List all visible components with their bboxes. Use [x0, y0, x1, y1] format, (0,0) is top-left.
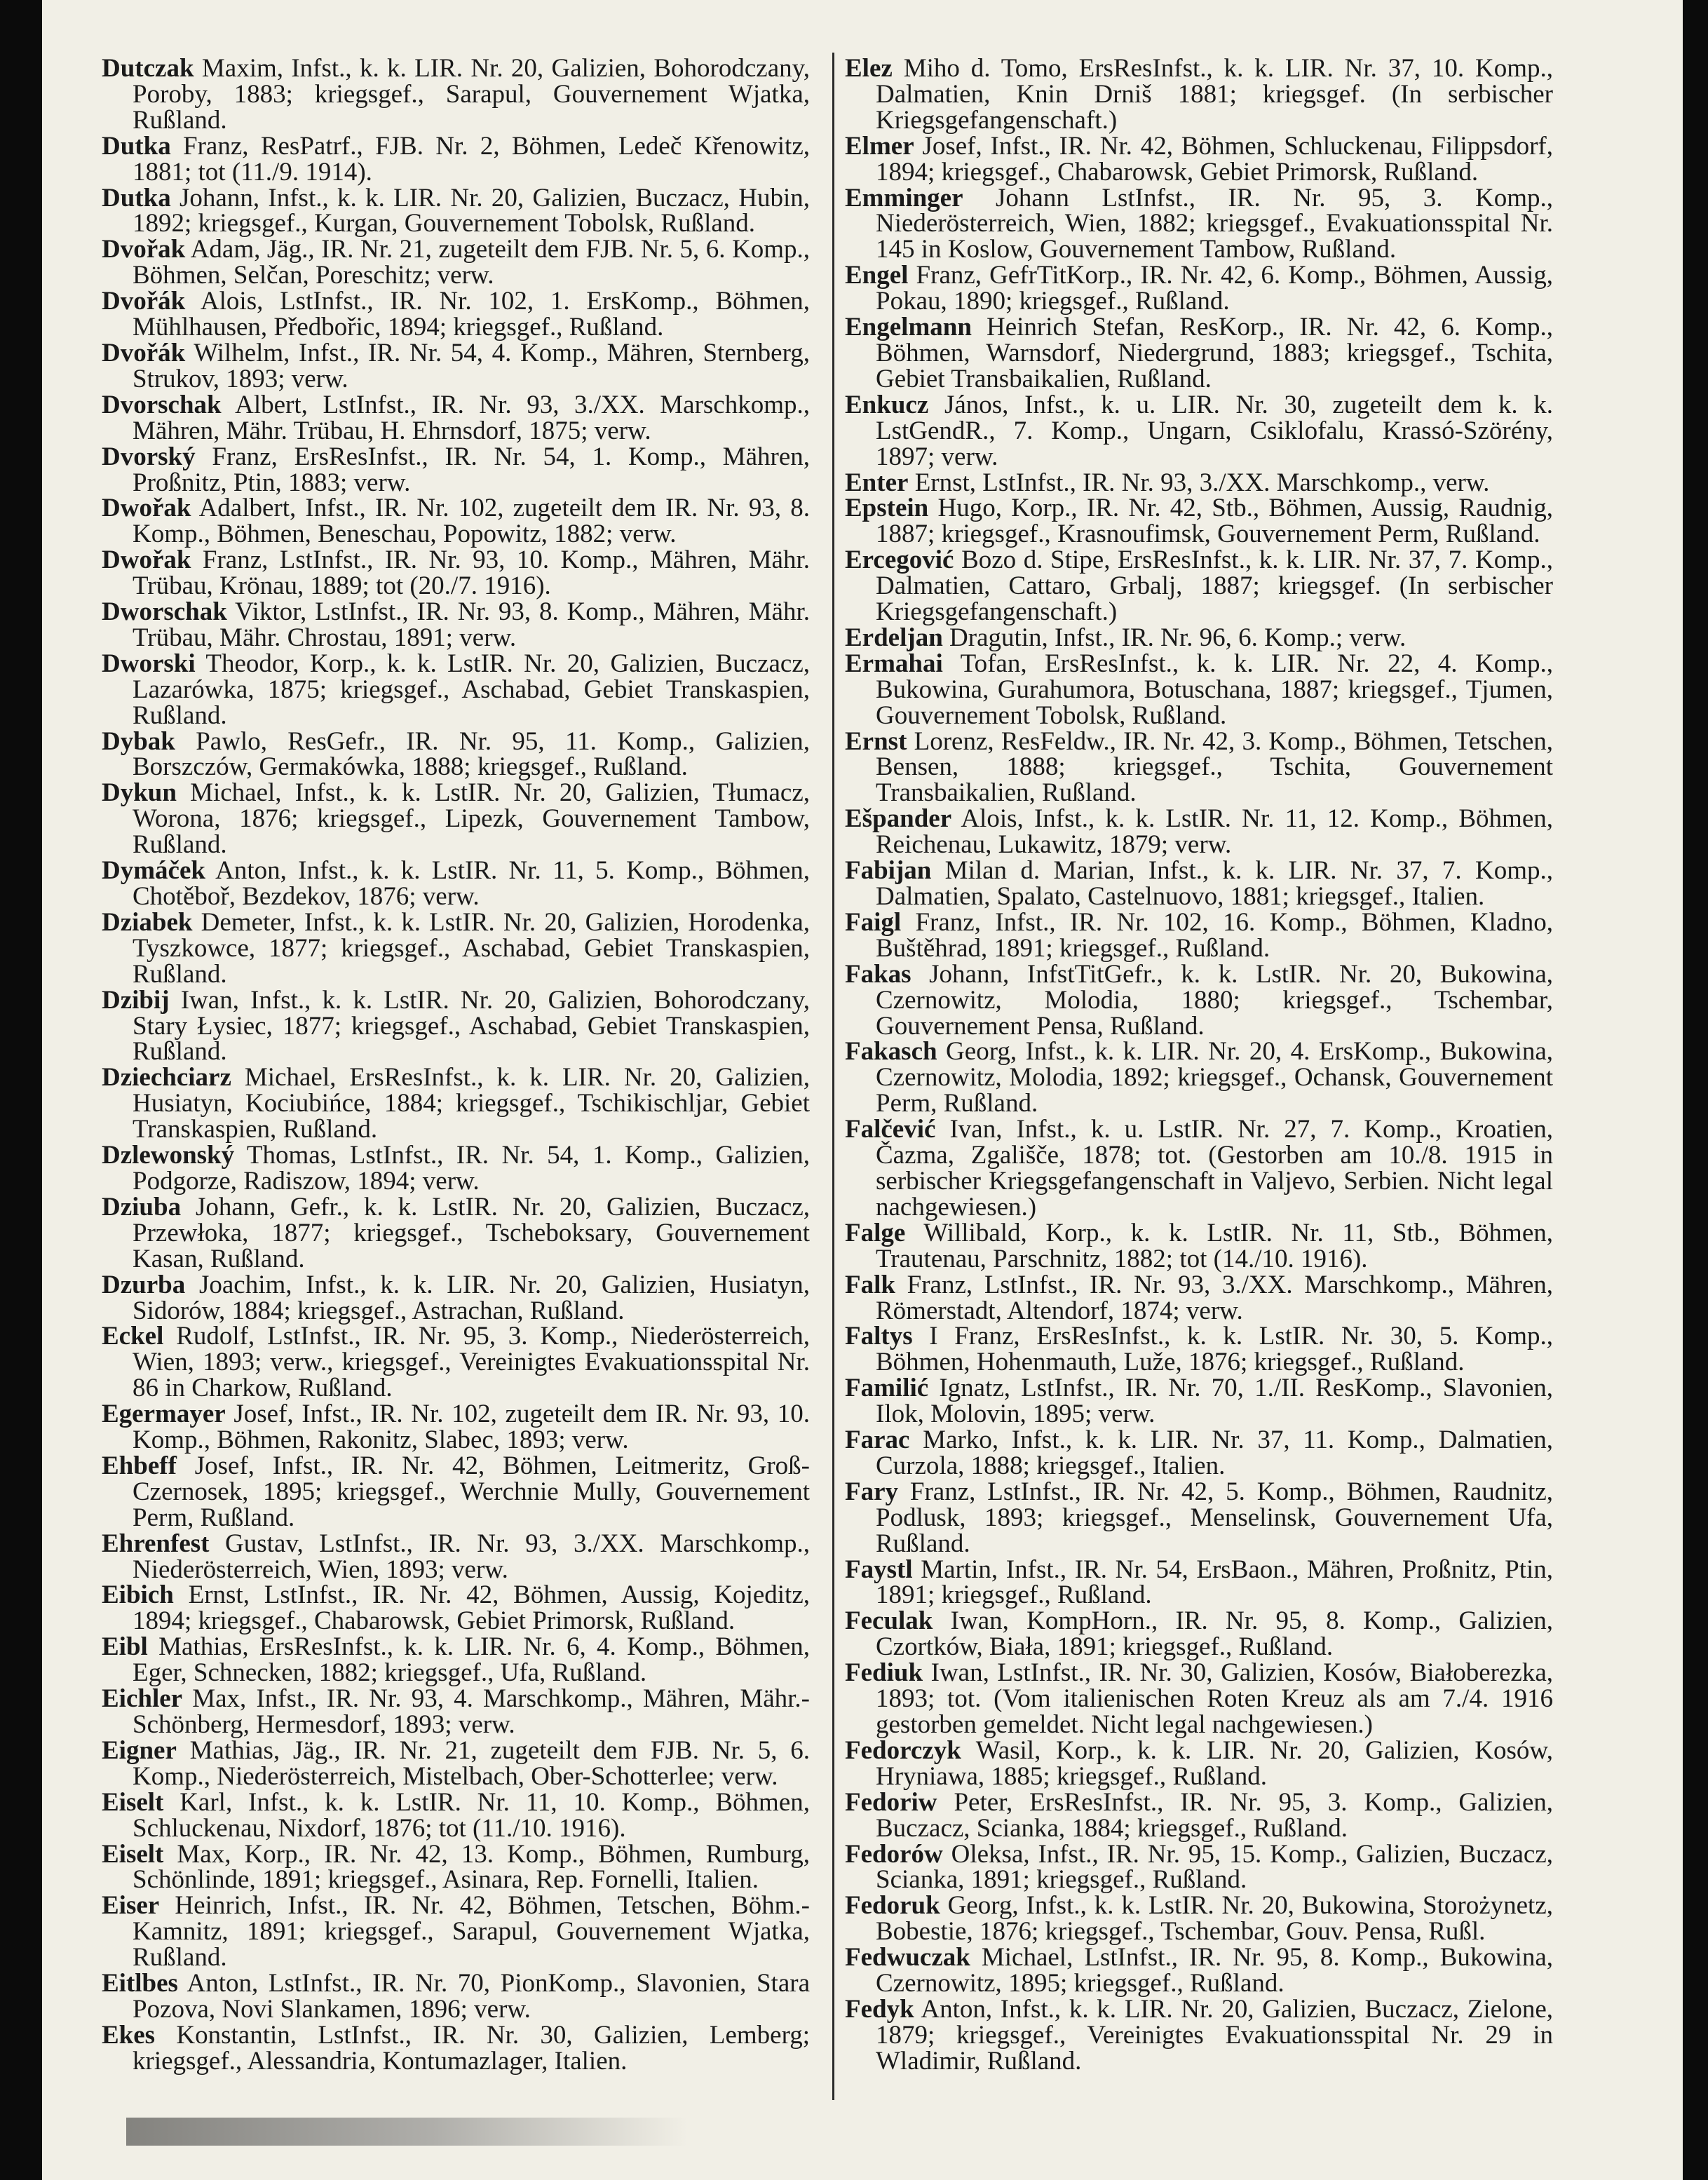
entry-details: Milan d. Marian, Infst., k. k. LIR. Nr. 37, 7. Komp., Dalmatien, Spalato, Castelnuovo, 1881; kriegsgef., Italien.	[876, 856, 1553, 911]
entry-details: Viktor, LstInfst., IR. Nr. 93, 8. Komp., Mähren, Mähr. Trübau, Mähr. Chrostau, 1891; verw.	[133, 597, 810, 652]
casualty-entry	[102, 985, 810, 1067]
casualty-entry	[102, 1839, 810, 1895]
casualty-entry	[845, 1218, 1553, 1273]
entry-surname: Elmer	[845, 131, 914, 161]
casualty-entry	[845, 1376, 1553, 1428]
entry-details: Marko, Infst., k. k. LIR. Nr. 37, 11. Komp., Dalmatien, Curzola, 1888; kriegsgef., Italien.	[876, 1426, 1553, 1480]
entry-surname: Engel	[845, 261, 909, 290]
casualty-entry	[102, 907, 810, 989]
entry-details: Iwan, KompHorn., IR. Nr. 95, 8. Komp., Galizien, Czortków, Biała, 1891; kriegsgef., Rußland.	[876, 1606, 1553, 1662]
casualty-entry	[102, 2020, 810, 2076]
entry-surname: Dvořak	[102, 235, 186, 264]
entry-surname: Emminger	[845, 183, 963, 212]
entry-details: Josef, Infst., IR. Nr. 102, zugeteilt dem IR. Nr. 93, 10. Komp., Böhmen, Rakonitz, Slabec, 1893; verw.	[133, 1400, 810, 1455]
casualty-entry	[102, 289, 810, 341]
entry-surname: Dworschak	[102, 597, 227, 627]
entry-surname: Ehrenfest	[102, 1529, 210, 1558]
entry-details: Dragutin, Infst., IR. Nr. 96, 6. Komp.; verw.	[942, 623, 1407, 652]
entry-surname: Fedorów	[845, 1839, 943, 1869]
casualty-entry	[845, 625, 1553, 651]
entry-surname: Dymáček	[102, 856, 205, 886]
entry-details: Adam, Jäg., IR. Nr. 21, zugeteilt dem FJB. Nr. 5, 6. Komp., Böhmen, Selčan, Poreschitz; verw.	[133, 235, 810, 290]
entry-details: Michael, Infst., k. k. LstIR. Nr. 20, Galizien, Tłumacz, Worona, 1876; kriegsgef., Lipezk, Gouvernement Tambow, Rußland.	[133, 778, 810, 860]
entry-surname: Dzurba	[102, 1270, 186, 1299]
casualty-entry	[845, 1477, 1553, 1558]
entry-surname: Dzlewonský	[102, 1141, 235, 1170]
casualty-entry	[102, 237, 810, 289]
casualty-entry	[102, 183, 810, 238]
casualty-entry	[845, 858, 1553, 910]
casualty-entry	[102, 390, 810, 445]
entry-surname: Dwořak	[102, 546, 191, 575]
entry-surname: Eigner	[102, 1735, 177, 1765]
casualty-entry	[102, 496, 810, 548]
entry-details: Franz, LstInfst., IR. Nr. 42, 5. Komp., Böhmen, Raudnitz, Podlusk, 1893; kriegsgef., Menselinsk, Gouvernement Ufa, Rußland.	[876, 1477, 1553, 1558]
entry-surname: Falge	[845, 1218, 906, 1247]
right-column	[845, 56, 1553, 2075]
entry-surname: Falčević	[845, 1115, 936, 1144]
entry-surname: Egermayer	[102, 1400, 226, 1429]
casualty-entry	[102, 1686, 810, 1738]
casualty-entry	[102, 1143, 810, 1195]
entry-surname: Eibl	[102, 1632, 148, 1662]
entry-details: Miho d. Tomo, ErsResInfst., k. k. LIR. Nr. 37, 10. Komp., Dalmatien, Knin Drniš 1881; kriegsgef. (In serbischer Kriegsgefangenschaft.)	[876, 54, 1553, 135]
entry-details: Karl, Infst., k. k. LstIR. Nr. 11, 10. Komp., Böhmen, Schluckenau, Nixdorf, 1876; tot (11./10. 1916).	[133, 1787, 810, 1843]
entry-surname: Faigl	[845, 907, 902, 937]
entry-details: János, Infst., k. u. LIR. Nr. 30, zugeteilt dem k. k. LstGendR., 7. Komp., Ungarn, Csiklofalu, Krassó-Szörény, 1897; verw.	[876, 390, 1553, 471]
entry-surname: Dutka	[102, 183, 171, 212]
casualty-entry	[845, 1839, 1553, 1895]
entry-details: Ignatz, LstInfst., IR. Nr. 70, 1./II. ResKomp., Slavonien, Ilok, Molovin, 1895; verw.	[876, 1374, 1553, 1429]
casualty-entry	[102, 1735, 810, 1791]
entry-details: Pawlo, ResGefr., IR. Nr. 95, 11. Komp., Galizien, Borszczów, Germakówka, 1888; kriegsgef., Rußland.	[133, 726, 810, 782]
entry-details: Max, Korp., IR. Nr. 42, 13. Komp., Böhmen, Rumburg, Schönlinde, 1891; kriegsgef., Asinara, Rep. Fornelli, Italien.	[133, 1839, 810, 1895]
entry-surname: Eichler	[102, 1684, 183, 1714]
entry-details: Konstantin, LstInfst., IR. Nr. 30, Galizien, Lemberg; kriegsgef., Alessandria, Kontumazlager, Italien.	[133, 2020, 810, 2076]
casualty-entry	[102, 338, 810, 393]
entry-surname: Eckel	[102, 1322, 164, 1351]
entry-surname: Ercegović	[845, 546, 954, 575]
entry-details: Max, Infst., IR. Nr. 93, 4. Marschkomp., Mähren, Mähr.-Schönberg, Hermesdorf, 1893; verw.	[133, 1684, 810, 1739]
entry-details: Maxim, Infst., k. k. LIR. Nr. 20, Galizien, Bohorodczany, Poroby, 1883; kriegsgef., Sarapul, Gouvernement Wjatka, Rußland.	[133, 54, 810, 135]
entry-details: Willibald, Korp., k. k. LstIR. Nr. 11, Stb., Böhmen, Trautenau, Parschnitz, 1882; tot (14./10. 1916).	[876, 1218, 1553, 1273]
entry-details: Josef, Infst., IR. Nr. 42, Böhmen, Leitmeritz, Groß-Czernosek, 1895; kriegsgef., Werchnie Mully, Gouvernement Perm, Rußland.	[133, 1451, 810, 1532]
entry-details: Bozo d. Stipe, ErsResInfst., k. k. LIR. Nr. 37, 7. Komp., Dalmatien, Cattaro, Grbalj, 1887; kriegsgef. (In serbischer Kriegsgefangenschaft.)	[876, 546, 1553, 627]
casualty-entry	[845, 1324, 1553, 1376]
entry-surname: Dzibij	[102, 985, 170, 1015]
entry-details: Michael, LstInfst., IR. Nr. 95, 8. Komp., Bukowina, Czernowitz, 1895; kriegsgef., Rußland.	[876, 1943, 1553, 1998]
casualty-entry	[845, 548, 1553, 625]
entry-details: Franz, ResPatrf., FJB. Nr. 2, Böhmen, Ledeč Křenowitz, 1881; tot (11./9. 1914).	[133, 131, 810, 187]
entry-details: I Franz, ErsResInfst., k. k. LstIR. Nr. 30, 5. Komp., Böhmen, Hohenmauth, Luže, 1876; kriegsgef., Rußland.	[876, 1322, 1553, 1377]
entry-surname: Enter	[845, 468, 909, 497]
casualty-entry	[102, 858, 810, 910]
entry-details: Heinrich Stefan, ResKorp., IR. Nr. 42, 6. Komp., Böhmen, Warnsdorf, Niedergrund, 1883; kriegsgef., Tschita, Gebiet Transbaikalien, Rußland.	[876, 313, 1553, 393]
casualty-entry	[845, 263, 1553, 315]
casualty-entry	[102, 1971, 810, 2023]
casualty-entry	[102, 1531, 810, 1583]
casualty-entry	[845, 56, 1553, 134]
entry-surname: Dziechciarz	[102, 1063, 231, 1092]
casualty-entry	[102, 1893, 810, 1971]
entry-details: Tofan, ErsResInfst., k. k. LIR. Nr. 22, 4. Komp., Bukowina, Gurahumora, Botuschana, 1887; kriegsgef., Tjumen, Gouvernement Tobolsk, Rußland.	[876, 649, 1553, 730]
entry-details: Anton, LstInfst., IR. Nr. 70, PionKomp., Slavonien, Stara Pozova, Novi Slankamen, 1896; verw.	[133, 1969, 810, 2024]
casualty-entry	[845, 1039, 1553, 1117]
entry-details: Gustav, LstInfst., IR. Nr. 93, 3./XX. Marschkomp., Niederösterreich, Wien, 1893; verw.	[133, 1529, 810, 1584]
entry-details: Franz, GefrTitKorp., IR. Nr. 42, 6. Komp., Böhmen, Aussig, Pokau, 1890; kriegsgef., Rußland.	[876, 261, 1553, 316]
entry-details: Josef, Infst., IR. Nr. 42, Böhmen, Schluckenau, Filippsdorf, 1894; kriegsgef., Chabarowsk, Gebiet Primorsk, Rußland.	[876, 131, 1553, 187]
entry-details: Franz, ErsResInfst., IR. Nr. 54, 1. Komp., Mähren, Proßnitz, Ptin, 1883; verw.	[133, 442, 810, 497]
casualty-entry	[845, 1787, 1553, 1843]
entry-surname: Enkucz	[845, 390, 929, 419]
entry-surname: Fary	[845, 1477, 899, 1506]
casualty-entry	[102, 726, 810, 782]
casualty-entry	[102, 1787, 810, 1843]
entry-details: Thomas, LstInfst., IR. Nr. 54, 1. Komp., Galizien, Podgorze, Radiszow, 1894; verw.	[133, 1141, 810, 1196]
entry-details: Ernst, LstInfst., IR. Nr. 93, 3./XX. Marschkomp., verw.	[908, 468, 1490, 497]
entry-details: Franz, Infst., IR. Nr. 102, 16. Komp., Böhmen, Kladno, Buštěhrad, 1891; kriegsgef., Rußland.	[876, 907, 1553, 963]
entry-surname: Engelmann	[845, 313, 972, 342]
entry-details: Martin, Infst., IR. Nr. 54, ErsBaon., Mähren, Proßnitz, Ptin, 1891; kriegsgef., Rußland.	[876, 1555, 1553, 1610]
entry-surname: Eiselt	[102, 1787, 164, 1817]
casualty-entry	[102, 56, 810, 134]
entry-surname: Ermahai	[845, 649, 943, 678]
casualty-entry	[845, 1557, 1553, 1609]
entry-surname: Dutka	[102, 131, 171, 161]
casualty-entry	[845, 959, 1553, 1041]
casualty-entry	[845, 390, 1553, 471]
entry-details: Peter, ErsResInfst., IR. Nr. 95, 3. Komp., Galizien, Buczacz, Scianka, 1884; kriegsgef., Rußland.	[876, 1787, 1553, 1843]
entry-details: Johann, Infst., k. k. LIR. Nr. 20, Galizien, Buczacz, Hubin, 1892; kriegsgef., Kurgan, Gouvernement Tobolsk, Rußland.	[133, 183, 810, 238]
entry-surname: Faystl	[845, 1555, 913, 1584]
casualty-entry	[845, 907, 1553, 963]
entry-details: Alois, Infst., k. k. LstIR. Nr. 11, 12. Komp., Böhmen, Reichenau, Lukawitz, 1879; verw.	[876, 804, 1553, 860]
entry-surname: Dybak	[102, 726, 175, 756]
entry-details: Georg, Infst., k. k. LIR. Nr. 20, 4. ErsKomp., Bukowina, Czernowitz, Molodia, 1892; kriegsgef., Ochansk, Gouvernement Perm, Rußland.	[876, 1037, 1553, 1118]
entry-surname: Familić	[845, 1374, 929, 1403]
casualty-entry	[102, 1402, 810, 1454]
entry-details: Rudolf, LstInfst., IR. Nr. 95, 3. Komp., Niederösterreich, Wien, 1893; verw., kriegsgef., Vereinigtes Evakuationsspital Nr. 86 in Charkow, Rußland.	[133, 1322, 810, 1403]
entry-surname: Dvorschak	[102, 390, 222, 419]
casualty-entry	[102, 597, 810, 652]
entry-surname: Elez	[845, 54, 893, 83]
casualty-entry	[845, 1270, 1553, 1325]
entry-details: Michael, ErsResInfst., k. k. LIR. Nr. 20, Galizien, Husiatyn, Kociubińce, 1884; kriegsgef., Tschikischljar, Gebiet Transkaspien, Rußland.	[133, 1063, 810, 1144]
entry-details: Georg, Infst., k. k. LstIR. Nr. 20, Bukowina, Storożynetz, Bobestie, 1876; kriegsgef., Tschembar, Gouv. Pensa, Rußl.	[876, 1891, 1553, 1947]
entry-surname: Fedwuczak	[845, 1943, 970, 1972]
entry-surname: Fabijan	[845, 856, 932, 886]
entry-surname: Eibich	[102, 1580, 174, 1610]
entry-details: Johann, Gefr., k. k. LstIR. Nr. 20, Galizien, Buczacz, Przewłoka, 1877; kriegsgef., Tscheboksary, Gouvernement Kasan, Rußland.	[133, 1192, 810, 1273]
entry-details: Albert, LstInfst., IR. Nr. 93, 3./XX. Marschkomp., Mähren, Mähr. Trübau, H. Ehrnsdorf, 1875; verw.	[133, 390, 810, 445]
entry-surname: Ernst	[845, 726, 907, 756]
casualty-entry	[845, 315, 1553, 393]
entry-details: Adalbert, Infst., IR. Nr. 102, zugeteilt dem IR. Nr. 93, 8. Komp., Böhmen, Beneschau, Popowitz, 1882; verw.	[133, 494, 810, 549]
entry-details: Franz, LstInfst., IR. Nr. 93, 10. Komp., Mähren, Mähr. Trübau, Krönau, 1889; tot (20./7. 1916).	[133, 546, 810, 601]
entry-surname: Falk	[845, 1270, 895, 1299]
casualty-entry	[102, 1192, 810, 1273]
entry-details: Theodor, Korp., k. k. LstIR. Nr. 20, Galizien, Buczacz, Lazarówka, 1875; kriegsgef., Aschabad, Gebiet Transkaspien, Rußland.	[133, 649, 810, 730]
entry-details: Ivan, Infst., k. u. LstIR. Nr. 27, 7. Komp., Kroatien, Čazma, Zgališče, 1878; tot. (Gestorben am 10./8. 1915 in serbischer Kriegsgefangenschaft in Valjevo, Serbien. Nicht legal nachgewiesen.)	[876, 1115, 1553, 1221]
casualty-entry	[845, 1660, 1553, 1738]
entry-surname: Dziuba	[102, 1192, 182, 1221]
entry-details: Franz, LstInfst., IR. Nr. 93, 3./XX. Marschkomp., Mähren, Römerstadt, Altendorf, 1874; verw.	[876, 1270, 1553, 1325]
casualty-entry	[102, 1065, 810, 1143]
print-smudge	[126, 2118, 687, 2146]
casualty-entry	[845, 1117, 1553, 1221]
casualty-entry	[845, 496, 1553, 548]
entry-surname: Dykun	[102, 778, 177, 808]
entry-surname: Dvořák	[102, 287, 186, 316]
entry-surname: Epstein	[845, 494, 929, 523]
entry-details: Lorenz, ResFeldw., IR. Nr. 42, 3. Komp., Böhmen, Tetschen, Bensen, 1888; kriegsgef., Tschita, Gouvernement Transbaikalien, Rußland.	[876, 726, 1553, 808]
entry-surname: Fedoruk	[845, 1891, 940, 1921]
entry-surname: Ešpander	[845, 804, 952, 834]
entry-details: Oleksa, Infst., IR. Nr. 95, 15. Komp., Galizien, Buczacz, Scianka, 1891; kriegsgef., Rußland.	[876, 1839, 1553, 1895]
entry-surname: Eiselt	[102, 1839, 164, 1869]
entry-details: Mathias, ErsResInfst., k. k. LIR. Nr. 6, 4. Komp., Böhmen, Eger, Schnecken, 1882; kriegsgef., Ufa, Rußland.	[133, 1632, 810, 1688]
entry-surname: Dwořak	[102, 494, 191, 523]
entry-details: Wilhelm, Infst., IR. Nr. 54, 4. Komp., Mähren, Sternberg, Strukov, 1893; verw.	[133, 338, 810, 393]
entry-surname: Fedoriw	[845, 1787, 937, 1817]
casualty-entry	[845, 1945, 1553, 1997]
entry-details: Anton, Infst., k. k. LstIR. Nr. 11, 5. Komp., Böhmen, Chotěboř, Bezdekov, 1876; verw.	[133, 856, 810, 911]
casualty-entry	[845, 1428, 1553, 1480]
entry-surname: Faltys	[845, 1322, 913, 1351]
entry-details: Heinrich, Infst., IR. Nr. 42, Böhmen, Tetschen, Böhm.-Kamnitz, 1891; kriegsgef., Sarapul, Gouvernement Wjatka, Rußland.	[133, 1891, 810, 1972]
entry-details: Johann LstInfst., IR. Nr. 95, 3. Komp., Niederösterreich, Wien, 1882; kriegsgef., Evakuationsspital Nr. 145 in Koslow, Gouvernement Tambow, Rußland.	[876, 183, 1553, 264]
entry-surname: Dvorský	[102, 442, 196, 471]
casualty-entry	[845, 806, 1553, 858]
entry-surname: Eiser	[102, 1891, 160, 1921]
entry-surname: Dworski	[102, 649, 196, 678]
entry-surname: Fakasch	[845, 1037, 937, 1067]
casualty-entry	[845, 1994, 1553, 2076]
casualty-entry	[845, 1893, 1553, 1945]
entry-details: Mathias, Jäg., IR. Nr. 21, zugeteilt dem FJB. Nr. 5, 6. Komp., Niederösterreich, Mistelbach, Ober-Schotterlee; verw.	[133, 1735, 810, 1791]
entry-surname: Erdeljan	[845, 623, 943, 652]
entry-details: Wasil, Korp., k. k. LIR. Nr. 20, Galizien, Kosów, Hryniawa, 1885; kriegsgef., Rußland.	[876, 1735, 1553, 1791]
entry-surname: Dutczak	[102, 54, 194, 83]
entry-surname: Ekes	[102, 2020, 156, 2050]
casualty-entry	[845, 1606, 1553, 1662]
casualty-entry	[845, 131, 1553, 187]
column-divider	[832, 53, 834, 2100]
entry-surname: Fedorczyk	[845, 1735, 961, 1765]
document-page	[42, 0, 1683, 2180]
casualty-entry	[102, 1451, 810, 1532]
entry-details: Demeter, Infst., k. k. LstIR. Nr. 20, Galizien, Horodenka, Tyszkowce, 1877; kriegsgef., Aschabad, Gebiet Transkaspien, Rußland.	[133, 907, 810, 989]
casualty-entry	[102, 1634, 810, 1686]
entry-details: Joachim, Infst., k. k. LIR. Nr. 20, Galizien, Husiatyn, Sidorów, 1884; kriegsgef., Astrachan, Rußland.	[133, 1270, 810, 1325]
casualty-entry	[102, 1270, 810, 1325]
casualty-entry	[102, 651, 810, 729]
casualty-entry	[102, 131, 810, 187]
entry-surname: Ehbeff	[102, 1451, 177, 1480]
casualty-entry	[845, 183, 1553, 264]
entry-details: Hugo, Korp., IR. Nr. 42, Stb., Böhmen, Aussig, Raudnig, 1887; kriegsgef., Krasnoufimsk, Gouvernement Perm, Rußland.	[876, 494, 1553, 549]
entry-surname: Fedyk	[845, 1994, 914, 2024]
casualty-entry	[845, 726, 1553, 808]
entry-surname: Dvořák	[102, 338, 186, 367]
entry-details: Iwan, Infst., k. k. LstIR. Nr. 20, Galizien, Bohorodczany, Stary Łysiec, 1877; kriegsgef., Aschabad, Gebiet Transkaspien, Rußland.	[133, 985, 810, 1067]
entry-surname: Farac	[845, 1426, 910, 1455]
left-column	[102, 56, 810, 2075]
entry-surname: Fediuk	[845, 1658, 923, 1688]
entry-details: Johann, InfstTitGefr., k. k. LstIR. Nr. 20, Bukowina, Czernowitz, Molodia, 1880; kriegsgef., Tschembar, Gouvernement Pensa, Rußland.	[876, 959, 1553, 1041]
casualty-entry	[102, 780, 810, 858]
casualty-entry	[845, 651, 1553, 729]
casualty-entry	[845, 1735, 1553, 1791]
entry-details: Anton, Infst., k. k. LIR. Nr. 20, Galizien, Buczacz, Zielone, 1879; kriegsgef., Vereinigtes Evakuationsspital Nr. 29 in Wladimir, Rußland.	[876, 1994, 1553, 2076]
casualty-entry	[845, 470, 1553, 496]
entry-details: Ernst, LstInfst., IR. Nr. 42, Böhmen, Aussig, Kojeditz, 1894; kriegsgef., Chabarowsk, Gebiet Primorsk, Rußland.	[133, 1580, 810, 1636]
entry-surname: Eitlbes	[102, 1969, 178, 1998]
entry-surname: Dziabek	[102, 907, 193, 937]
entry-surname: Feculak	[845, 1606, 933, 1636]
casualty-entry	[102, 548, 810, 600]
entry-surname: Fakas	[845, 959, 911, 989]
casualty-entry	[102, 442, 810, 497]
entry-details: Alois, LstInfst., IR. Nr. 102, 1. ErsKomp., Böhmen, Mühlhausen, Předbořic, 1894; kriegsgef., Rußland.	[133, 287, 810, 342]
casualty-entry	[102, 1580, 810, 1636]
casualty-entry	[102, 1324, 810, 1402]
entry-details: Iwan, LstInfst., IR. Nr. 30, Galizien, Kosów, Białoberezka, 1893; tot. (Vom italienischen Roten Kreuz als am 7./4. 1916 gestorben gemeldet. Nicht legal nachgewiesen.)	[876, 1658, 1553, 1739]
